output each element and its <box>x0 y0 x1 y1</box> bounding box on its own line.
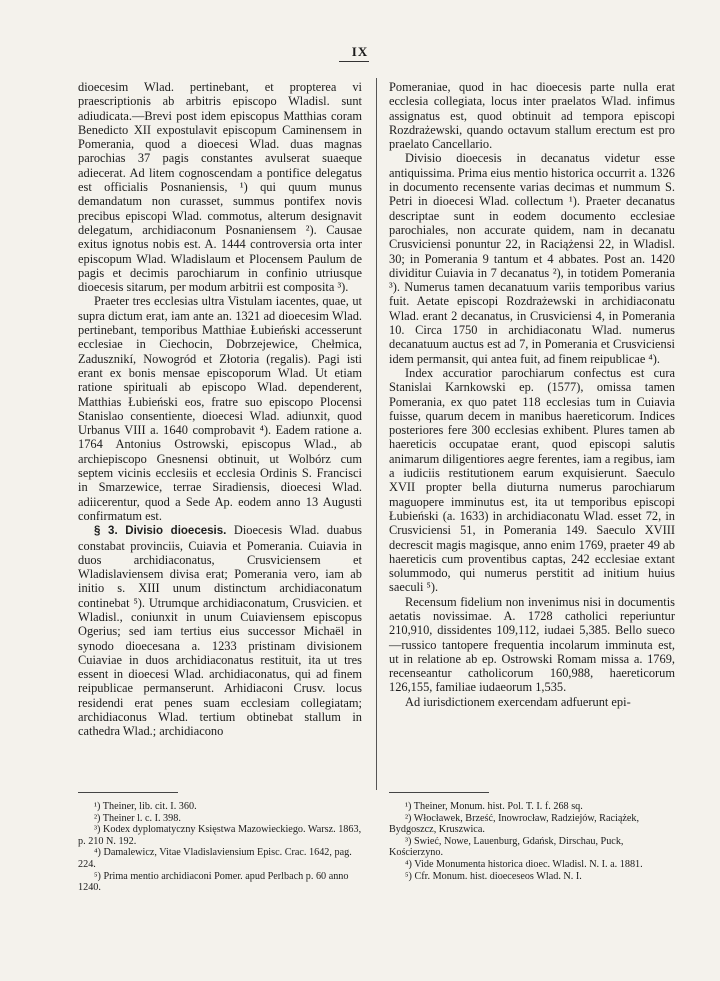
right-paragraph-5: Ad iurisdictionem exercendam adfuerunt epi- <box>405 694 631 709</box>
section-heading: § 3. Divisio dioecesis. <box>94 525 227 538</box>
page-number-rule <box>339 61 369 62</box>
right-paragraph-3: Index accuratior parochiarum confectus est cura Stanislai Karnkowski ep. (1577), omissa tamen Pomerania, ex quo patet 118 ecclesias tum in Cuiavia fuisse, quarum decem in manibus haereticorum. Indices posteriores fere 300 ecclesias exhibent. Plures tamen ab haereticis occupatae erant, quod episcopi salutis animarum diligentiores aegre ferentes, iam a regibus, iam a iudiciis restitutionem earum exquisierunt. Saeculo XVII propter bella diuturna numerus parochiarum maguopere imminutus est, ita ut temporibus episcopi Łubieński (a. 1633) in archidiaconatu Wlad. esset 72, in Crusviciensi 51, in Pomerania 149. Saeculo XVIII decrescit magis magisque, anno enim 1769, praeter 49 ab haereticis cum proventibus captas, 242 ecclesiae extant solummodo, qui numerus perstitit ad initium huius saeculi ⁵). <box>389 365 675 595</box>
footnote-left-1: ¹) Theiner, lib. cit. I. 360. <box>94 801 197 812</box>
left-column <box>78 80 362 739</box>
footnote-left-3: ³) Kodex dyplomatyczny Księstwa Mazowieckiego. Warsz. 1863, p. 210 N. 192. <box>78 824 362 847</box>
footnote-left-2: ²) Theiner l. c. I. 398. <box>94 812 181 824</box>
footnote-rule-left <box>78 792 178 793</box>
footnote-right-2: ²) Włocławek, Brześć, Inowrocław, Radziejów, Raciążek, Bydgoszcz, Kruszwica. <box>389 812 640 836</box>
right-paragraph-4: Recensum fidelium non invenimus nisi in documentis aetatis novissimae. A. 1728 catholici reperiuntur 210,910, dissidentes 109,112, iudaei 5,385. Bello sueco—russico tantopere frequentia incolarum imminuta est, ut in relatione ab ep. Ostrowski Romam missa a. 1769, recenseantur catholicorum 160,988, haereticorum 126,155, familiae iudaeorum 1,535. <box>389 594 675 695</box>
left-paragraph-3-text: Dioecesis Wlad. duabus constabat provinciis, Cuiavia et Pomerania. Cuiavia in duos archidiaconatus, Crusviciensem et Wladislaviensem divisa erat; Pomerania vero, iam ab initio s. XIII unum distinctum archidiaconatum continebat ⁵). Utrumque archidiaconatum, Crusvicien. et Wladisl., coniunxit in unum Cuiaviensem episcopus Ogerius; sed iam tertius eius successor Michaël in synodo dioecesana a. 1233 pristinam divisionem Cuiaviae in duos archidiaconatus restituit, ita ut tres essent in dioecesi Wlad. archidiaconatus, qui ad finem reipublicae permanserunt. Arhidiaconi Crusv. locus residendi erat penes suam ecclesiam collegiatam; archidiaconus Wlad. tertium obtinebat stallum in cathedra Wlad.; archidiacono <box>78 523 362 739</box>
footnote-right-4: ⁴) Vide Monumenta historica dioec. Wladisl. N. I. a. 1881. <box>405 858 643 870</box>
footnote-rule-right <box>389 792 489 793</box>
footnote-left-4: ⁴) Damalewicz, Vitae Vladislaviensium Episc. Crac. 1642, pag. 224. <box>78 847 352 870</box>
left-paragraph-3 <box>78 523 362 738</box>
footnote-right-5: ⁵) Cfr. Monum. hist. dioeceseos Wlad. N. I. <box>405 870 582 882</box>
page-number: IX <box>351 44 369 59</box>
left-paragraph-1: dioecesim Wlad. pertinebant, et propterea vi praescriptionis ab arbitris episcopo Wladisl. sunt adiudicata.—Brevi post idem episcopus Matthias coram Benedicto XII expostulavit episcopum Caminensem in Pomerania, quod a dioecesi Wlad. duas magnas parochias 37 pagis constantes avulserat suaeque adiecerat. Ad litem cognoscendam a pontifice delegatus est officialis Posnaniensis, ¹) qui quum munus demandatum non curasset, summus pontifex novis precibus episcopi Wlad. commotus, alterum designavit delegatum, archidiaconum Posnaniensem ²). Causae exitus ignotus nobis est. A. 1444 controversia orta inter episcopum Wlad. Wladislaum et Plocensem Paulum de pagis et decimis parochiarum in confinio utriusque dioecesis sitarum, per modum arbitrii est composita ³). <box>78 80 362 295</box>
right-paragraph-1: Pomeraniae, quod in hac dioecesis parte nulla erat ecclesia collegiata, locus inter praelatos Wlad. infimus assignatus est, quod obtinuit ad tempora episcopi Rozdrażewski, quando octavum stallum erectum est pro praelato Cancellario. <box>389 80 675 152</box>
footnote-left-5: ⁵) Prima mentio archidiaconi Pomer. apud Perlbach p. 60 anno 1240. <box>78 870 349 894</box>
footnotes-right <box>389 801 679 882</box>
footnote-right-1: ¹) Theiner, Monum. hist. Pol. T. I. f. 268 sq. <box>405 801 583 812</box>
right-paragraph-2: Divisio dioecesis in decanatus videtur esse antiquissima. Prima eius mentio historica occurrit a. 1326 in documento recensente varias decimas et nummum S. Petri in dioecesi Wlad. collectum ¹). Praeter decanatus descriptae sunt in eodem documento ecclesiae parochiales, non accurate quidem, nam in decanatu Crusviciensi ponuntur 22, in Raciążensi 22, in Wladisl. 30; in Pomerania 9 tantum et 4 abbates. Post an. 1420 dividitur Cuiavia in 7 decanatus ²), in totidem Pomerania ³). Numerus tamen decanatuum variis temporibus varius fuit. Aetate episcopi Rozdrażewski in archidiaconatu Wlad. erant 2 decanatus, in Crusviciensi 4, in Pomerania 10. Circa 1750 in archidiaconatu Wlad. numerus decanatuum auctus est ad 7, in Pomerania et Crusviciensi idem permansit, qui antea fuit, ad finem reipublicae ⁴). <box>389 151 675 366</box>
left-paragraph-2: Praeter tres ecclesias ultra Vistulam iacentes, quae, ut supra dictum erat, iam ante an. 1321 ad dioecesim Wlad. pertinebant, temporibus Matthiae Łubieński accesserunt ecclesiae in Ciechocin, Dobrzejewice, Chełmica, Zadusznikí, Nowogród et Złotoria (regalis). Pagi isti erant ex bonis mensae episcoporum Wlad. Ut etiam ratione spirituali ab episcopo Wlad. dependerent, Matthias Łubieński eos, fratre suo episcopo Plocensi Stanislao consentiente, dioecesi Wlad. adiunxit, quod Urbanus VIII a. 1640 comprobavit ⁴). Eadem ratione a. 1764 Antonius Ostrowski, episcopus Wlad., ab archiepiscopo Gnesnensi obtinuit, ut Wolbórz cum septem vicinis ecclesiis et ecclesia Ordinis S. Francisci in Smarzewice, terrae Siradiensis, dioecesi Wlad. adiicerentur, quod a Sede Ap. eodem anno 13 Augusti confirmatum est. <box>78 294 362 523</box>
footnotes-left <box>78 801 362 894</box>
footnote-right-3: ³) Swieć, Nowe, Lauenburg, Gdańsk, Dirschau, Puck, Kościerzyno. <box>389 835 624 859</box>
right-column <box>389 80 675 709</box>
column-divider <box>376 78 377 790</box>
